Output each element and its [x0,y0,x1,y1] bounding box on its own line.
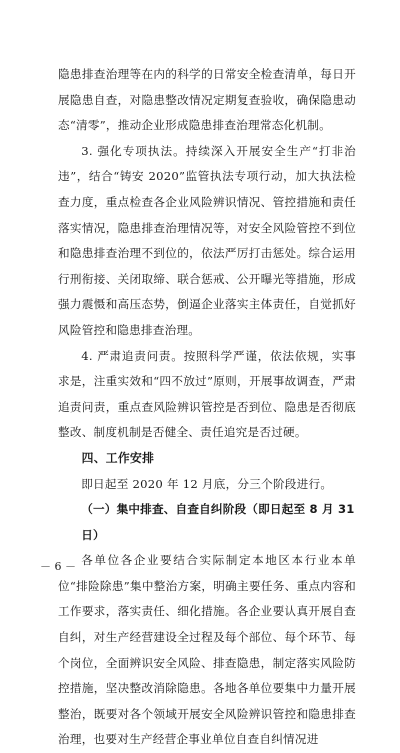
paragraph-continuation: 隐患排查治理等在内的科学的日常安全检查清单，每日开展隐患自查，对隐患整改情况定期复查验收，确保隐患动态“清零”，推动企业形成隐患排查治理常态化机制。 [58,67,356,133]
paragraph-strengthen-enforcement: 3. 强化专项执法。持续深入开展安全生产“打非治违”，结合“铸安 2020”监管执法专项行动，加大执法检查力度，重点检查各企业风险辨识情况、管控措施和责任落实情况，隐患排查治理情况等，对安全风险管控不到位和隐患排查治理不到位的，依法严厉打击惩处。综合运用行刑衔接、关闭取缔、联合惩戒、公开曝光等措施，形成强力震慑和高压态势，倒逼企业落实主体责任，自觉抓好风险管控和隐患排查治理。 [58,143,356,337]
document-body [58,62,356,753]
page-number: － 6 － [40,560,76,573]
paragraph-schedule: 即日起至 2020 年 12 月底，分三个阶段进行。 [81,476,333,491]
phase-heading-self-inspection: （一）集中排查、自查自纠阶段（即日起至 8 月 31 日） [81,502,355,542]
paragraph-phase-one: 各单位各企业要结合实际制定本地区本行业本单位“排险除患”集中整治方案，明确主要任务、重点内容和工作要求，落实责任、细化措施。各企业要认真开展自查自纠，对生产经营建设全过程及每个部位、每个环节、每个岗位，全面辨识安全风险、排查隐患，制定落实风险防控措施，坚决整改消除隐患。各地各单位要集中力量开展整治，既要对各个领域开展安全风险辨识管控和隐患排查治理，也要对生产经营企事业单位自查自纠情况进 [58,553,356,747]
section-heading-work-arrangement: 四、工作安排 [81,450,155,465]
paragraph-accountability: 4. 严肃追责问责。按照科学严谨，依法依规，实事求是，注重实效和“四不放过”原则，开展事故调查，严肃追责问责，重点查风险辨识管控是否到位、隐患是否彻底整改、制度机制是否健全、责任追究是否过硬。 [58,348,356,440]
